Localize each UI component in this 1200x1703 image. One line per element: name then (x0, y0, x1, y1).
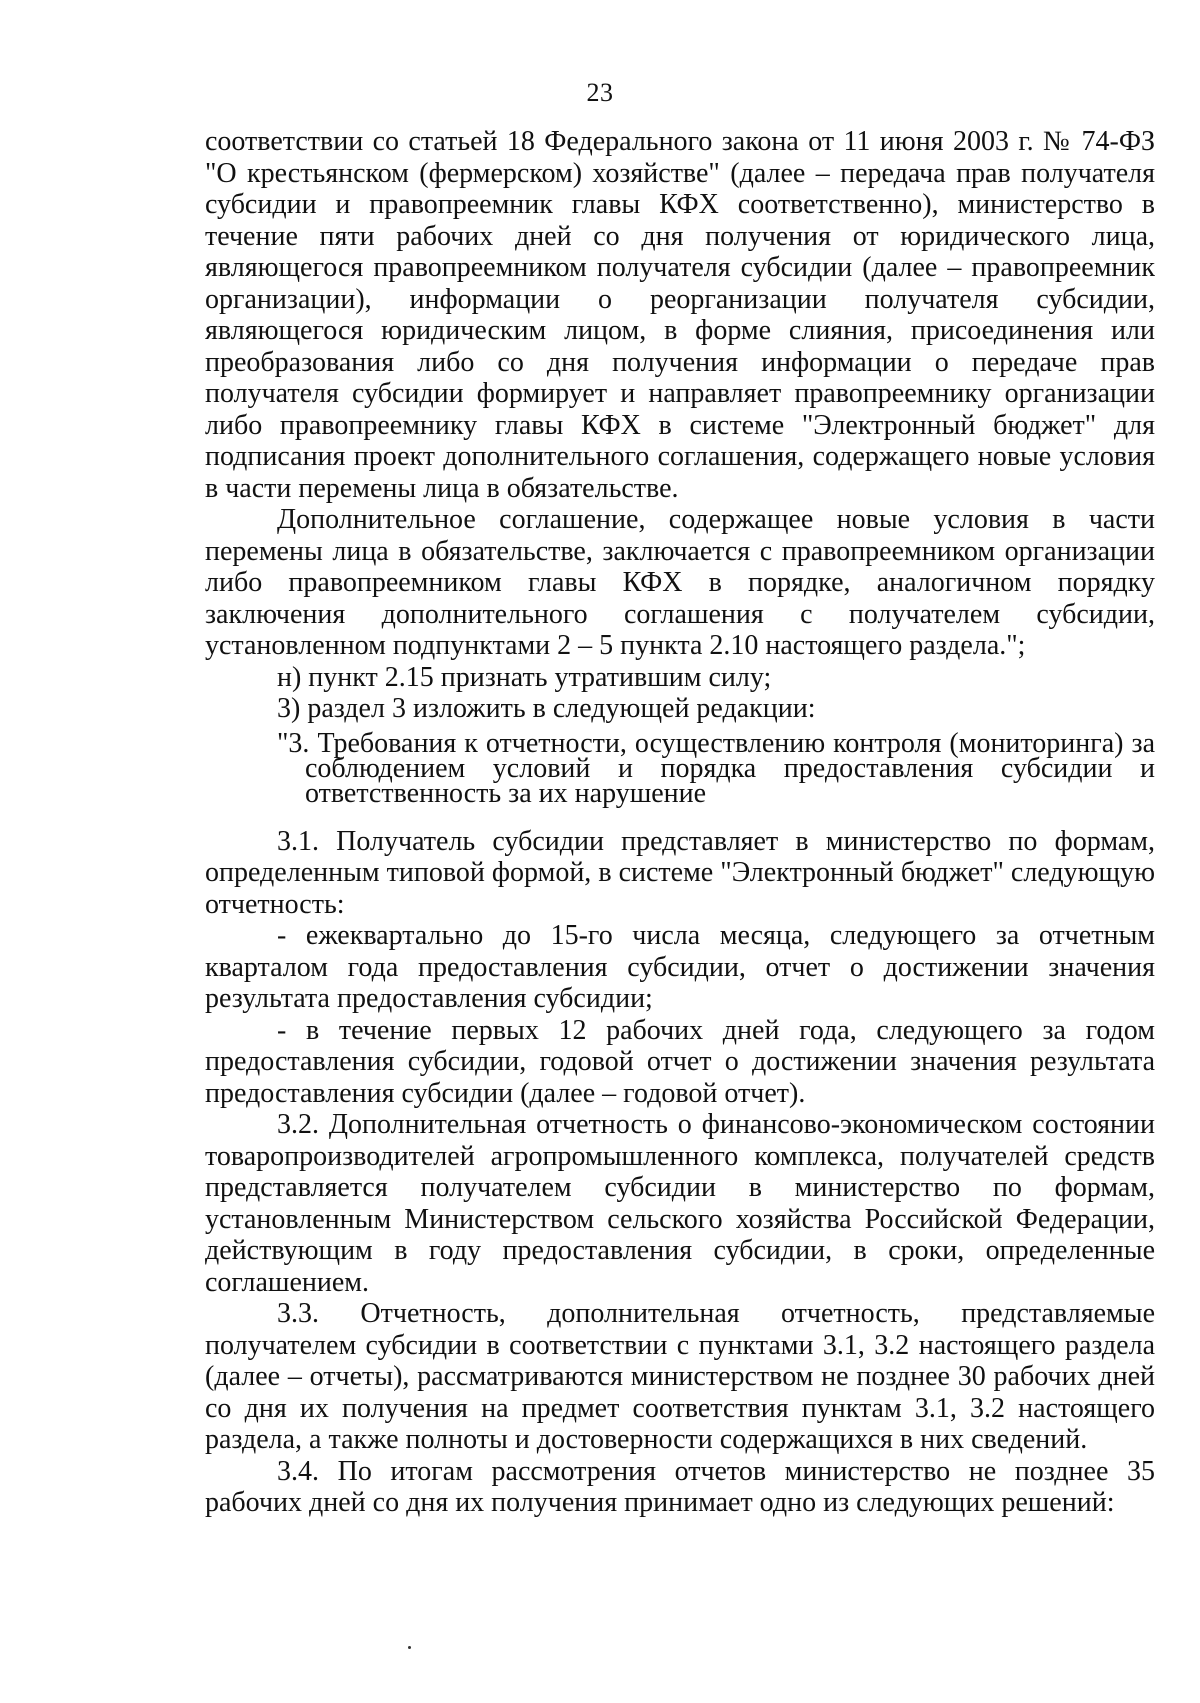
paragraph-item-n: н) пункт 2.15 признать утратившим силу; (277, 661, 772, 693)
document-body (205, 126, 1155, 1519)
paragraph-additional-agreement: Дополнительное соглашение, содержащее новые условия в части перемены лица в обязательстве, заключается с правопреемником организации либо правопреемником главы КФХ в порядке, аналогичном порядку заключения дополнительного соглашения с получателем субсидии, установленном подпунктами 2 – 5 пункта 2.10 настоящего раздела."; (205, 504, 1155, 661)
paragraph-3-1: 3.1. Получатель субсидии представляет в министерство по формам, определенным типовой формой, в системе "Электронный бюджет" следующую отчетность: (205, 825, 1155, 920)
section-3-heading: "3. Требования к отчетности, осуществлению контроля (мониторинга) за соблюдением условий и порядка предоставления субсидии и ответственность за их нарушение (277, 727, 1155, 809)
paragraph-continuation: соответствии со статьей 18 Федерального закона от 11 июня 2003 г. № 74-ФЗ "О крестьянском (фермерском) хозяйстве" (далее – передача прав получателя субсидии и правопреемник главы КФХ соответственно), министерство в течение пяти рабочих дней со дня получения от юридического лица, являющегося правопреемником получателя субсидии (далее – правопреемник организации), информации о реорганизации получателя субсидии, являющегося юридическим лицом, в форме слияния, присоединения или преобразования либо со дня получения информации о передаче прав получателя субсидии формирует и направляет правопреемнику организации либо правопреемнику главы КФХ в системе "Электронный бюджет" для подписания проект дополнительного соглашения, содержащего новые условия в части перемены лица в обязательстве. (205, 126, 1155, 504)
paragraph-3-1-annual: - в течение первых 12 рабочих дней года, следующего за годом предоставления субсидии, годовой отчет о достижении значения результата предоставления субсидии (далее – годовой отчет). (205, 1014, 1155, 1109)
page-number: 23 (586, 78, 614, 107)
scan-artifact-dot (408, 1646, 411, 1649)
paragraph-3-3: 3.3. Отчетность, дополнительная отчетность, представляемые получателем субсидии в соответствии с пунктами 3.1, 3.2 настоящего раздела (далее – отчеты), рассматриваются министерством не позднее 30 рабочих дней со дня их получения на предмет соответствия пунктам 3.1, 3.2 настоящего раздела, а также полноты и достоверности содержащихся в них сведений. (205, 1298, 1155, 1455)
paragraph-3-4: 3.4. По итогам рассмотрения отчетов министерство не позднее 35 рабочих дней со дня их получения принимает одно из следующих решений: (205, 1455, 1155, 1518)
paragraph-item-3: 3) раздел 3 изложить в следующей редакции: (277, 693, 816, 724)
paragraph-3-1-quarterly: - ежеквартально до 15-го числа месяца, следующего за отчетным кварталом года предоставления субсидии, отчет о достижении значения результата предоставления субсидии; (205, 920, 1155, 1014)
paragraph-3-2: 3.2. Дополнительная отчетность о финансово-экономическом состоянии товаропроизводителей агропромышленного комплекса, получателей средств представляется получателем субсидии в министерство по формам, установленным Министерством сельского хозяйства Российской Федерации, действующим в году предоставления субсидии, в сроки, определенные соглашением. (205, 1109, 1155, 1298)
